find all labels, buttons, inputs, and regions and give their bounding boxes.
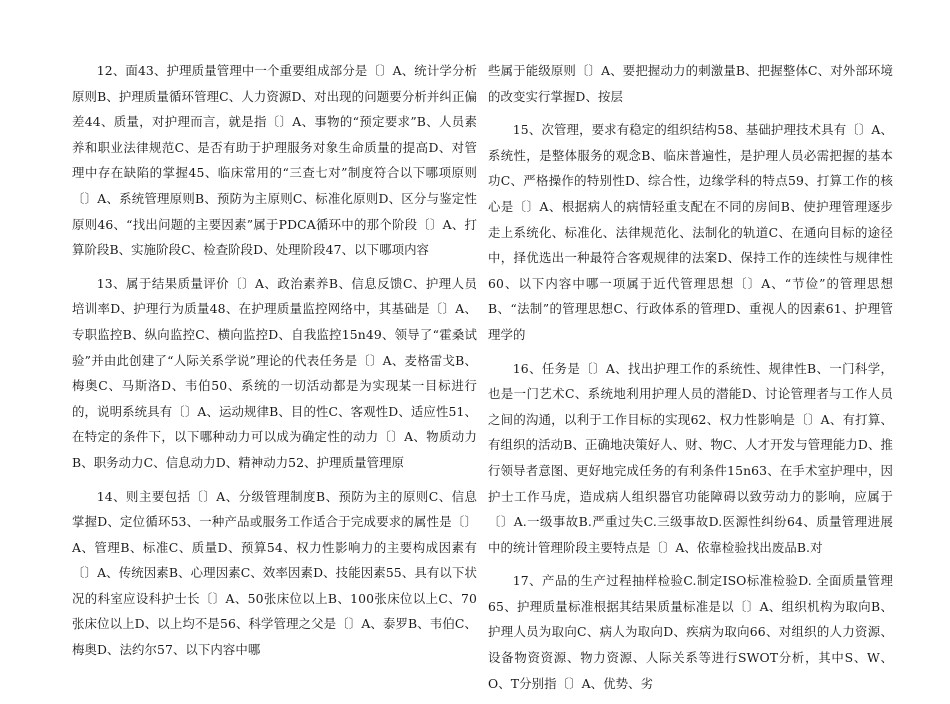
question-block-13: 13、属于结果质量评价〔〕A、政治素养B、信息反馈C、护理人员培训率D、护理行为质量48、在护理质量监控网络中，其基础是〔〕A、专职监控B、纵向监控C、横向监控D、自我监控15n49、领导了“霍桑试验”并由此创建了“人际关系学说”理论的代表任务是〔〕A、麦格雷戈B、梅奥C、马斯洛D、韦伯50、系统的一切活动都是为实现某一目标进行的，说明系统具有〔〕A、运动规律B、目的性C、客观性D、适应性51、在特定的条件下，以下哪种动力可以成为确定性的动力〔〕A、物质动力B、职务动力C、信息动力D、精神动力52、护理质量管理原	[72, 275, 477, 470]
right-column	[488, 58, 893, 704]
question-block-17: 17、产品的生产过程抽样检验C.制定ISO标准检验D. 全面质量管理65、护理质量标准根据其结果质量标准是以〔〕A、组织机构为取向B、护理人员为取向C、病人为取向D、疾病为取向66、对组织的人力资源、设备物资资源、物力资源、人际关系等进行SWOT分析，其中S、W、O、T分别指〔〕A、优势、劣	[488, 573, 893, 691]
question-block-14: 14、则主要包括〔〕A、分级管理制度B、预防为主的原则C、信息掌握D、定位循环53、一种产品或服务工作适合于完成要求的属性是〔〕A、管理B、标准C、质量D、预算54、权力性影响力的主要构成因素有〔〕A、传统因素B、心理因素C、效率因素D、技能因素55、具有以下状况的科室应设科护士长〔〕A、50张床位以上B、100张床位以上C、70张床位以上D、以上均不是56、科学管理之父是〔〕A、泰罗B、韦伯C、梅奥D、法约尔57、以下内容中哪	[72, 488, 477, 658]
question-block-15: 15、次管理，要求有稳定的组织结构58、基础护理技术具有〔〕A、系统性，是整体服务的观念B、临床普遍性，是护理人员必需把握的基本功C、严格操作的特别性D、综合性，边缘学科的特点59、打算工作的核心是〔〕A、根据病人的病情轻重支配在不同的房间B、使护理管理逐步走上系统化、标准化、法律规范化、法制化的轨道C、在通向目标的途径中，择优选出一种最符合客观规律的法案D、保持工作的连续性与规律性60、以下内容中哪一项属于近代管理思想〔〕A、“节俭”的管理思想B、“法制”的管理思想C、行政体系的管理D、重视人的因素61、护理管理学的	[488, 122, 893, 342]
question-block-16: 16、任务是〔〕A、找出护理工作的系统性、规律性B、一门科学，也是一门艺术C、系统地利用护理人员的潜能D、讨论管理者与工作人员之间的沟通，以利于工作目标的实现62、权力性影响是〔〕A、有打算、有组织的活动B、正确地决策好人、财、物C、人才开发与管理能力D、推行领导者意图、更好地完成任务的有利条件15n63、在手术室护理中，因护士工作马虎，造成病人组织器官功能障碍以致劳动力的影响，应属于〔〕A.一级事故B.严重过失C.三级事故D.医源性纠纷64、质量管理进展中的统计管理阶段主要特点是〔〕A、依靠检验找出废品B.对	[488, 360, 893, 555]
question-block-12: 12、面43、护理质量管理中一个重要组成部分是〔〕A、统计学分析原则B、护理质量循环管理C、人力资源D、对出现的问题要分析并纠正偏差44、质量，对护理而言，就是指〔〕A、事物的“预定要求”B、人员素养和职业法律规范C、是否有助于护理服务对象生命质量的提高D、对管理中存在缺陷的掌握45、临床常用的“三查七对”制度符合以下哪项原则〔〕A、系统管理原则B、预防为主原则C、标准化原则D、区分与鉴定性原则46、“找出问题的主要因素”属于PDCA循环中的那个阶段〔〕A、打算阶段B、实施阶段C、检查阶段D、处理阶段47、以下哪项内容	[72, 63, 477, 258]
continued-text: 些属于能级原则〔〕A、要把握动力的刺激量B、把握整体C、对外部环境的改变实行掌握D、按层	[488, 63, 893, 104]
left-column	[72, 58, 477, 671]
